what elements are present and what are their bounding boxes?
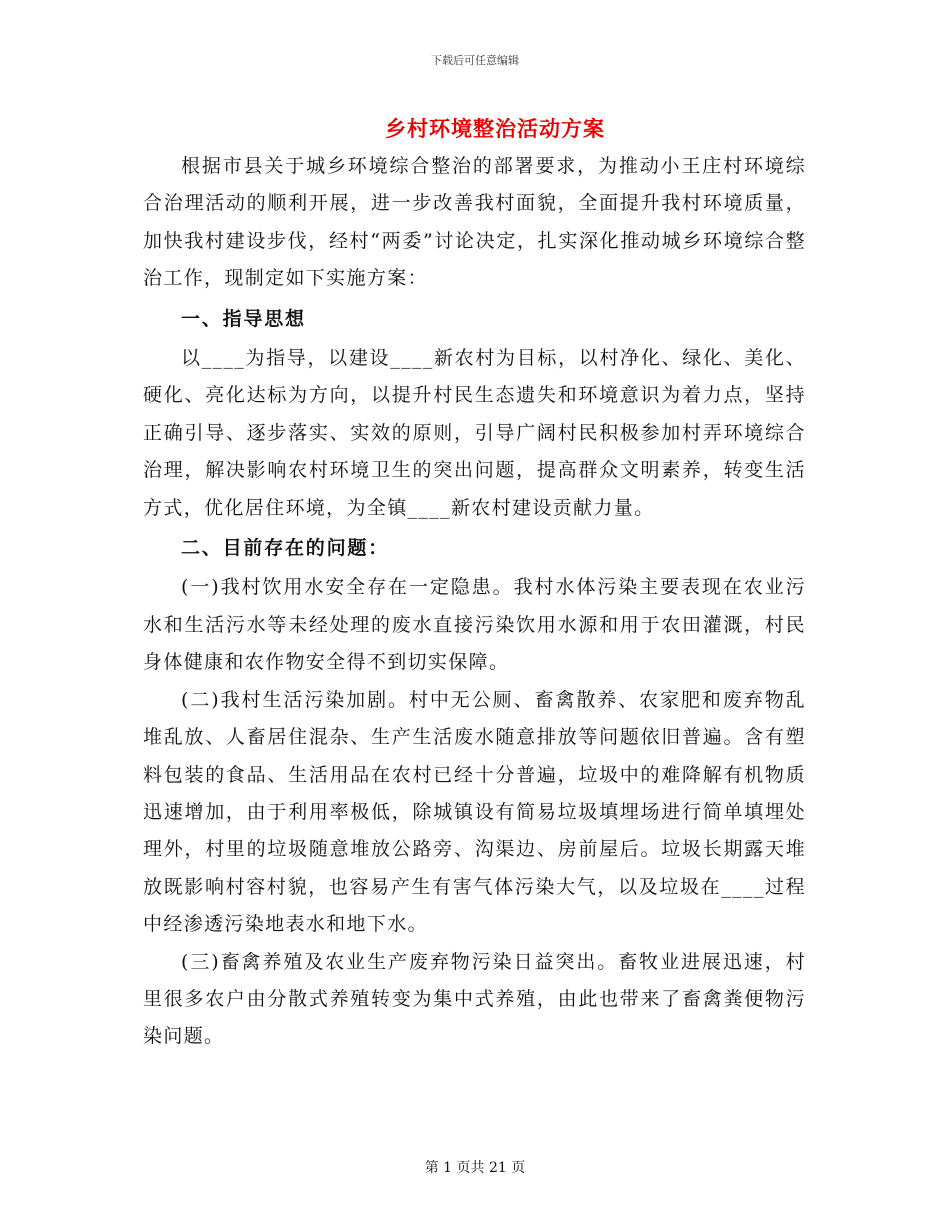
section-heading-current-problems: 二、目前存在的问题：	[181, 537, 390, 560]
document-body	[143, 148, 806, 1056]
page-number: 第 1 页共 21 页	[424, 1160, 526, 1176]
problem-paragraph-household-pollution: (二)我村生活污染加剧。村中无公厕、畜禽散养、农家肥和废弃物乱堆乱放、人畜居住混杂、生产生活废水随意排放等问题依旧普遍。含有塑料包装的食品、生活用品在农村已经十分普遍，垃圾中的难降解有机物质迅速增加，由于利用率极低，除城镇设有简易垃圾填埋场进行简单填埋处理外，村里的垃圾随意堆放公路旁、沟渠边、房前屋后。垃圾长期露天堆放既影响村容村貌，也容易产生有害气体污染大气，以及垃圾在____过程中经渗透污染地表水和地下水。	[143, 688, 806, 936]
intro-paragraph: 根据市县关于城乡环境综合整治的部署要求，为推动小王庄村环境综合治理活动的顺利开展，进一步改善我村面貌，全面提升我村环境质量，加快我村建设步伐，经村“两委”讨论决定，扎实深化推动城乡环境综合整治工作，现制定如下实施方案：	[143, 155, 806, 290]
guiding-ideology-paragraph: 以____为指导，以建设____新农村为目标，以村净化、绿化、美化、硬化、亮化达标为方向，以提升村民生态遗失和环境意识为着力点，坚持正确引导、逐步落实、实效的原则，引导广阔村民积极参加村弄环境综合治理，解决影响农村环境卫生的突出问题，提高群众文明素养，转变生活方式，优化居住环境，为全镇____新农村建设贡献力量。	[143, 347, 806, 519]
document-title: 乡村环境整治活动方案	[385, 117, 605, 141]
page-header-note: 下载后可任意编辑	[431, 54, 519, 67]
problem-paragraph-livestock-waste: (三)畜禽养殖及农业生产废弃物污染日益突出。畜牧业进展迅速，村里很多农户由分散式养殖转变为集中式养殖，由此也带来了畜禽粪便物污染问题。	[143, 950, 806, 1048]
section-heading-guiding-ideology: 一、指导思想	[181, 307, 306, 330]
problem-paragraph-water: (一)我村饮用水安全存在一定隐患。我村水体污染主要表现在农业污水和生活污水等未经处理的废水直接污染饮用水源和用于农田灌溉，村民身体健康和农作物安全得不到切实保障。	[143, 576, 806, 674]
